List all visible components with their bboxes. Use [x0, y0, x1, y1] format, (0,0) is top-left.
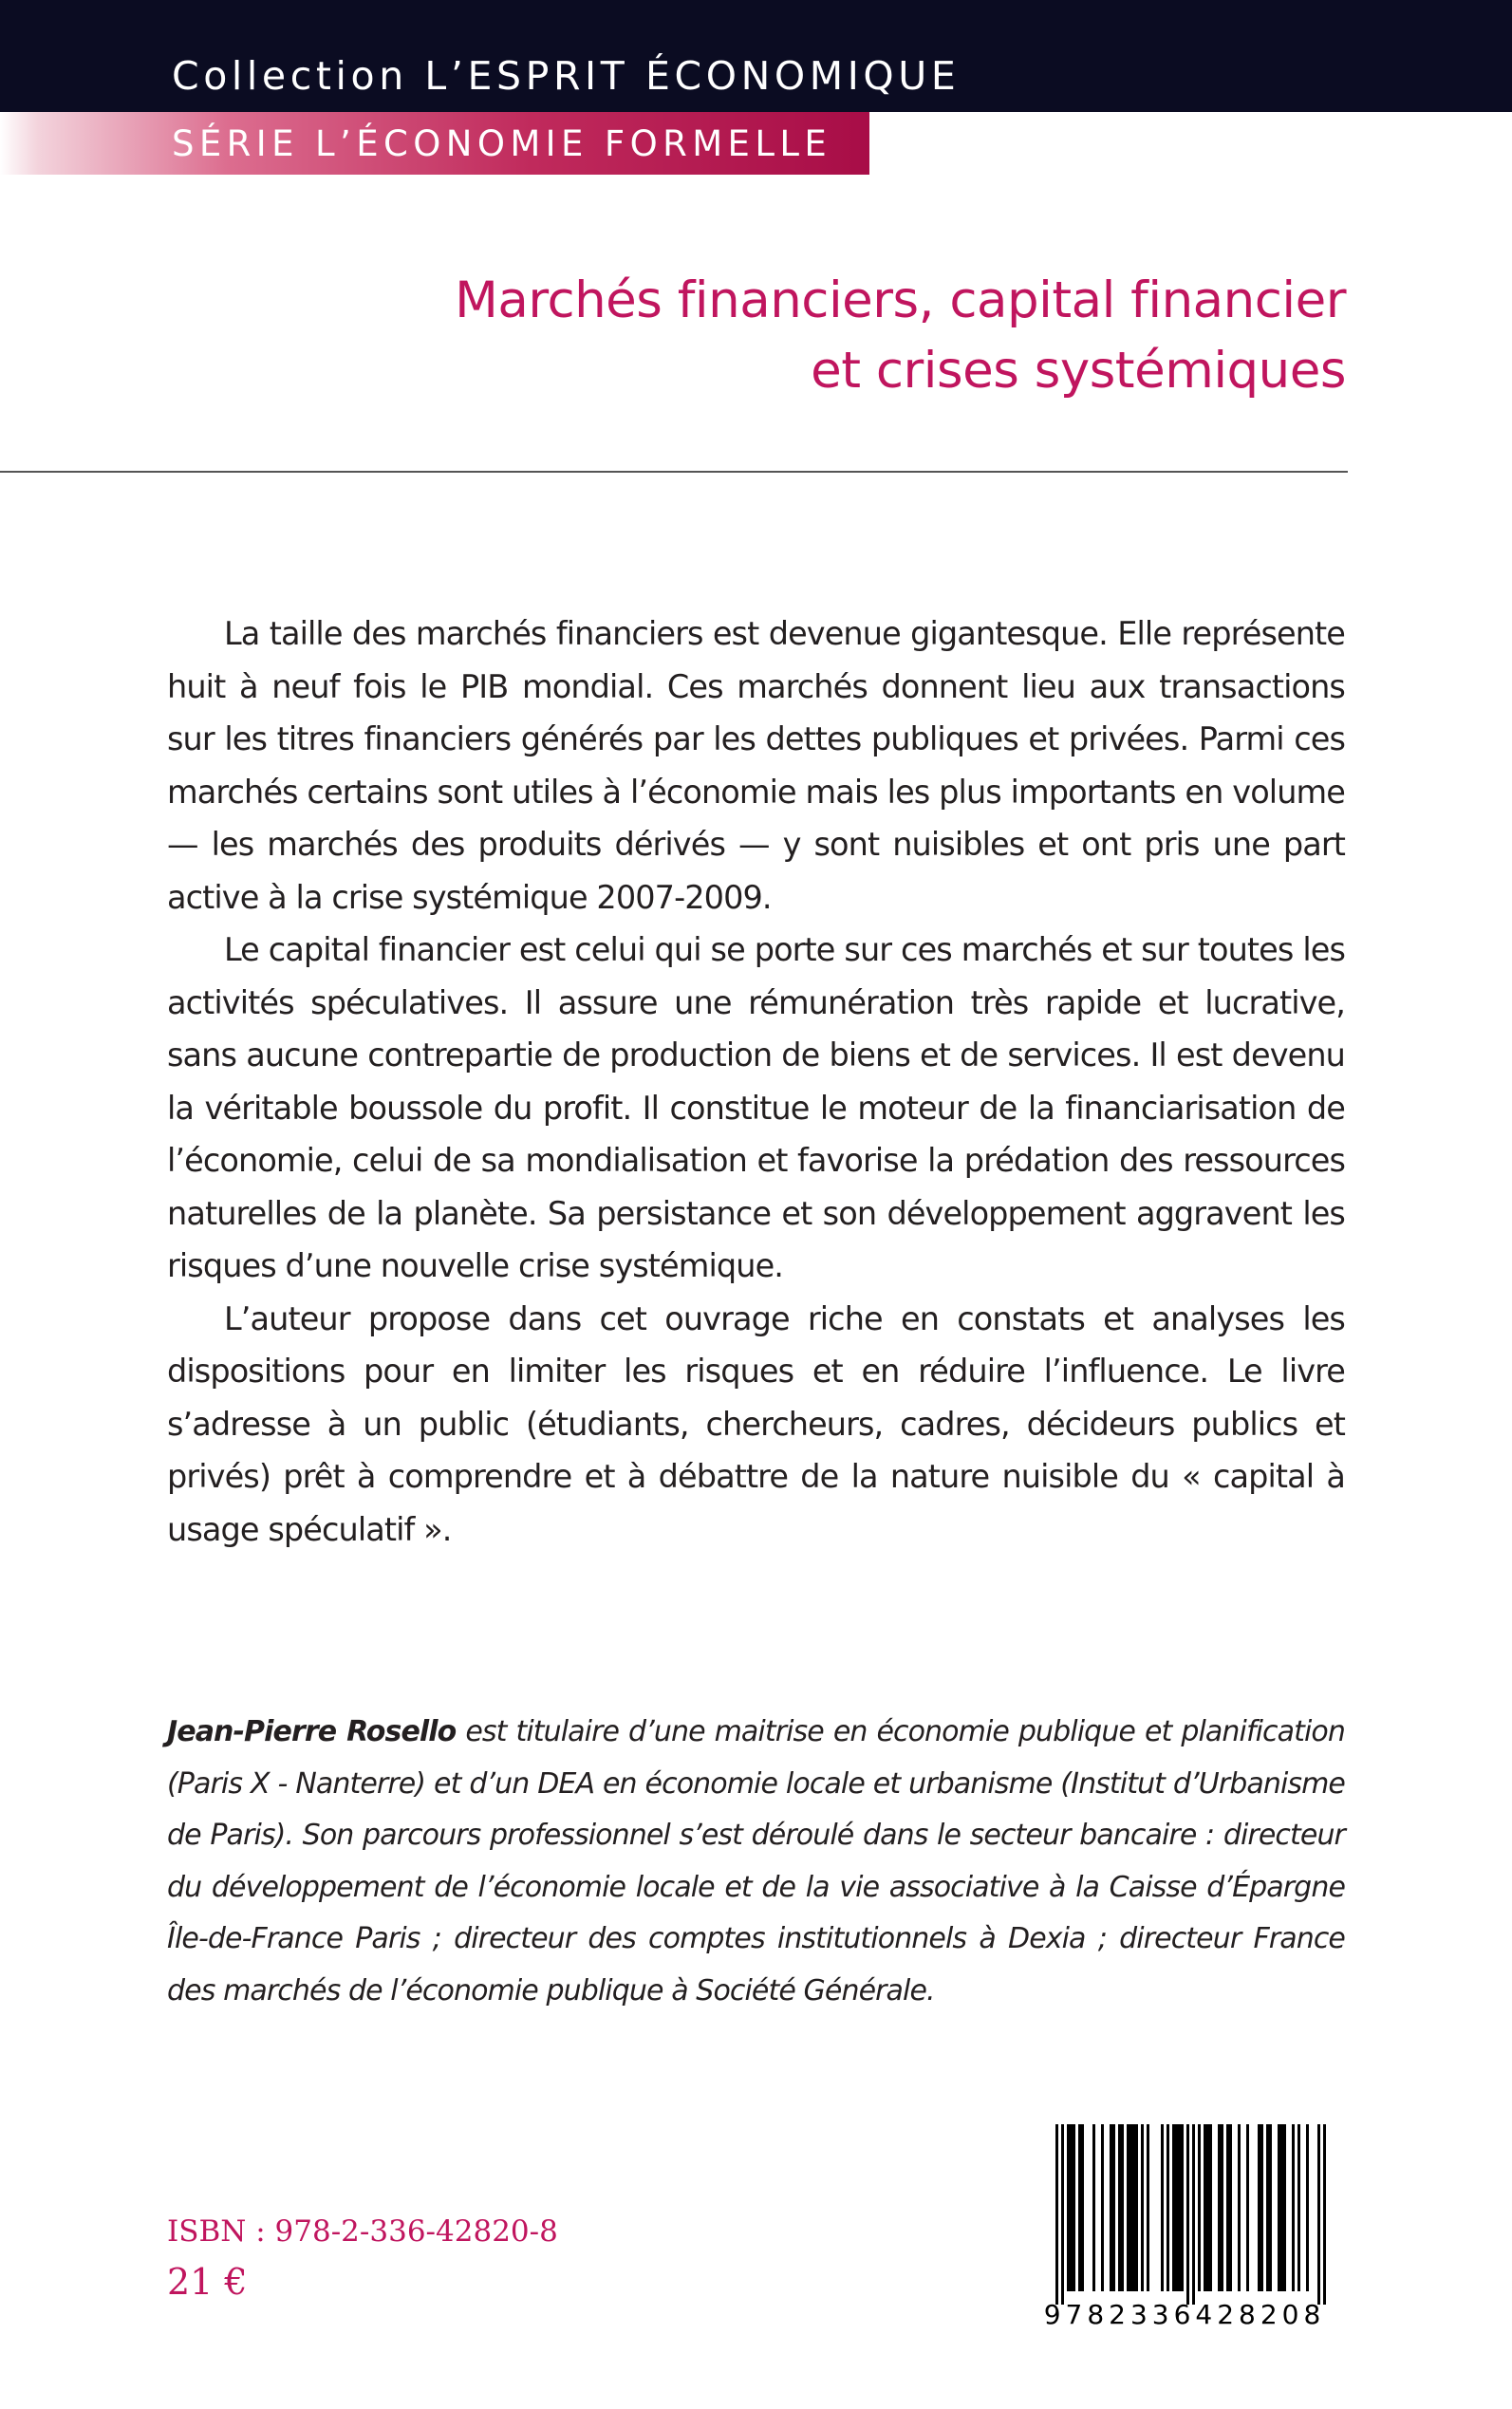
barcode-bar — [1073, 2124, 1075, 2291]
barcode-bar — [1147, 2124, 1149, 2291]
barcode-bar — [1081, 2124, 1084, 2291]
author-bio-text: est titulaire d’une maitrise en économie publique et planification (Paris X - Nanterre) et d’un DEA en économie locale et urbanisme (Institut d’Urbanisme de Paris). Son parcours professionnel s’est déroulé dans le secteur bancaire : directeur du développement de l’économie locale et de la vie associative à la Caisse d’Épargne Île-de-France Paris ; directeur des comptes institutionnels à Dexia ; directeur France des marchés de l’économie publique à Société Générale. — [167, 1715, 1345, 2008]
barcode-bar — [1278, 2124, 1280, 2291]
barcode-number: 9782336428208 — [1043, 2299, 1326, 2330]
barcode-bar — [1070, 2124, 1073, 2291]
barcode-bar — [1112, 2124, 1115, 2291]
barcode-bar — [1317, 2124, 1320, 2305]
price-label: 21 € — [167, 2261, 248, 2303]
barcode-bar — [1167, 2124, 1169, 2291]
barcode-bar — [1141, 2124, 1144, 2291]
isbn-label: ISBN : 978-2-336-42820-8 — [167, 2214, 558, 2249]
summary-paragraph-3: L’auteur propose dans cet ouvrage riche en constats et analyses les dispositions pour en limiter les risques et en réduire l’influence. Le livre s’adresse à un public (étudiants, chercheurs, cadres, décideurs publics et privés) prêt à comprendre et à débattre de la nature nuisible du « capital à usage spéculatif ». — [167, 1299, 1345, 1548]
title-divider — [0, 471, 1348, 473]
barcode-bar — [1283, 2124, 1286, 2291]
author-bio — [167, 1707, 1345, 2017]
barcode-bar — [1101, 2124, 1104, 2291]
barcode-bar — [1181, 2124, 1184, 2291]
barcode-bar — [1269, 2124, 1272, 2291]
barcode-bar — [1204, 2124, 1206, 2291]
barcode-bar — [1078, 2124, 1081, 2291]
author-name: Jean-Pierre Rosello — [167, 1715, 457, 1748]
barcode-bar — [1246, 2124, 1249, 2291]
barcode-bar — [1121, 2124, 1124, 2291]
barcode-bar — [1226, 2124, 1229, 2291]
barcode-bar — [1258, 2124, 1260, 2291]
barcode-bar — [1221, 2124, 1223, 2291]
barcode-bar — [1067, 2124, 1070, 2291]
barcode-bar — [1118, 2124, 1121, 2291]
barcode-bar — [1218, 2124, 1221, 2291]
barcode-bar — [1175, 2124, 1178, 2291]
barcode-bar — [1161, 2124, 1164, 2291]
barcode-bar — [1192, 2124, 1195, 2305]
barcode-bar — [1323, 2124, 1326, 2305]
book-summary — [167, 607, 1345, 1556]
barcode-bar — [1209, 2124, 1212, 2291]
barcode-bar — [1172, 2124, 1175, 2291]
barcode-bar — [1292, 2124, 1295, 2291]
barcode-bar — [1132, 2124, 1135, 2291]
barcode-bar — [1297, 2124, 1300, 2291]
barcode-bar — [1266, 2124, 1269, 2291]
summary-paragraph-1: La taille des marchés financiers est devenue gigantesque. Elle représente huit à neuf fois le PIB mondial. Ces marchés donnent lieu aux transactions sur les titres financiers générés par les dettes publiques et privées. Parmi ces marchés certains sont utiles à l’économie mais les plus importants en volume — les marchés des produits dérivés — y sont nuisibles et ont pris une part active à la crise systémique 2007-2009. — [167, 615, 1345, 916]
summary-paragraph-2: Le capital financier est celui qui se porte sur ces marchés et sur toutes les activités spéculatives. Il assure une rémunération très rapide et lucrative, sans aucune contrepartie de production de biens et de services. Il est devenu la véritable boussole du profit. Il constitue le moteur de la financiarisation de l’économie, celui de sa mondialisation et favorise la prédation des ressources naturelles de la planète. Sa persistance et son développement aggravent les risques d’une nouvelle crise systémique. — [167, 931, 1345, 1284]
barcode-bar — [1178, 2124, 1181, 2291]
barcode-bar — [1198, 2124, 1201, 2291]
barcode-bar — [1055, 2124, 1058, 2305]
barcode-bar — [1135, 2124, 1138, 2291]
barcode-bar — [1229, 2124, 1232, 2291]
barcode-bar — [1260, 2124, 1263, 2291]
barcode-bar — [1280, 2124, 1283, 2291]
barcode-bar — [1206, 2124, 1209, 2291]
series-label: SÉRIE L’ÉCONOMIE FORMELLE — [172, 123, 832, 164]
barcode-bar — [1092, 2124, 1095, 2291]
barcode-bar — [1186, 2124, 1189, 2305]
book-title-line-2: et crises systémiques — [811, 342, 1346, 401]
collection-label: Collection L’ESPRIT ÉCONOMIQUE — [172, 53, 961, 99]
barcode-bar — [1061, 2124, 1064, 2305]
book-title — [159, 266, 1346, 406]
barcode-bar — [1306, 2124, 1309, 2291]
barcode-bar — [1127, 2124, 1129, 2291]
barcode-bar — [1238, 2124, 1241, 2291]
barcode-bar — [1110, 2124, 1112, 2291]
barcode-bar — [1129, 2124, 1132, 2291]
book-title-line-1: Marchés financiers, capital financier — [455, 271, 1346, 329]
